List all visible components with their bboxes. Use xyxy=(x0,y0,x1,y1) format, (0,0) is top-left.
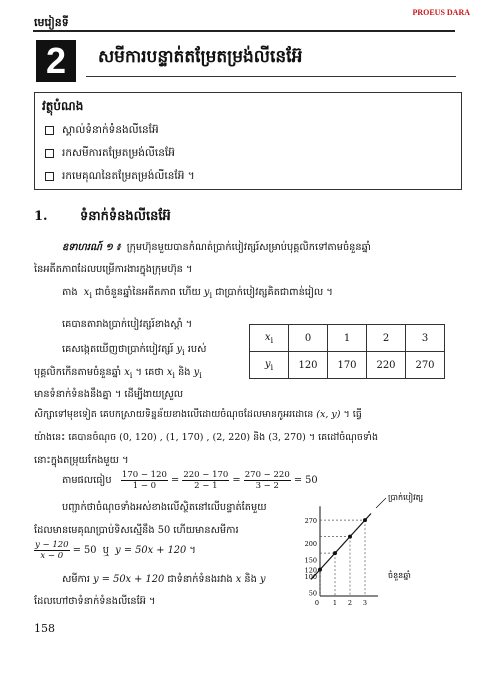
objectives-title: វត្ថុបំណង xyxy=(42,99,84,113)
var-x: x xyxy=(235,574,242,585)
fraction xyxy=(244,470,291,491)
text: ជាចំនួនឆ្នាំនៃអតីតភាព ហើយ xyxy=(95,287,201,298)
sub: i xyxy=(270,361,274,372)
example-label: ឧទាហរណ៍ ១ ៖ xyxy=(62,242,121,253)
checkbox-icon xyxy=(45,149,54,158)
table-cell: 2 xyxy=(367,325,406,352)
objective-item xyxy=(45,147,175,162)
var-x: x xyxy=(166,367,173,378)
text: ក្រុមហ៊ុនមួយបានកំណត់ប្រាក់បៀវត្សរ៍សម្រាប់បុគ្គលិកទៅតាមចំនួនឆ្នាំ xyxy=(126,242,371,253)
table-cell: 1 xyxy=(328,325,367,352)
x-tick-label: 0 xyxy=(314,599,320,606)
example-line-10: នោះក្នុងតម្រុយកែងមួយ ។ xyxy=(34,455,129,466)
text: = 50 xyxy=(293,475,318,486)
example-line-14 xyxy=(34,540,196,561)
section-heading xyxy=(34,208,171,227)
coord: (x, y) xyxy=(316,409,341,420)
table-row xyxy=(250,325,445,352)
text: = 50 xyxy=(72,545,97,556)
var-y: y xyxy=(193,367,200,378)
table-cell: 220 xyxy=(367,352,406,379)
data-point xyxy=(348,535,352,539)
var-y: y xyxy=(259,574,266,585)
sub: i xyxy=(129,369,133,380)
denominator: x − 0 xyxy=(40,551,64,561)
equation: y = 50x + 120 xyxy=(115,545,187,556)
x-tick-label: 3 xyxy=(362,599,368,606)
scatter-chart xyxy=(300,486,470,606)
example-line-1 xyxy=(62,240,371,255)
objective-text: រកមេគុណនៃតម្រែតម្រង់លីនេអ៊ែ ។ xyxy=(62,170,195,182)
var-x: x xyxy=(124,367,130,378)
label-pointer xyxy=(376,498,386,508)
lesson-label: មេរៀនទី xyxy=(34,16,69,29)
example-line-5 xyxy=(62,342,206,357)
y-tick-label: 150 xyxy=(304,556,317,565)
example-line-6 xyxy=(34,365,202,380)
var-y: y xyxy=(176,344,183,355)
text: ជាប្រាក់បៀវត្សគិតជាពាន់រៀល ។ xyxy=(215,287,333,298)
example-line-15 xyxy=(62,572,266,587)
fraction xyxy=(121,470,168,491)
text: ។ គេថា xyxy=(135,367,164,378)
chapter-number: 2 xyxy=(36,40,76,82)
numerator: 270 − 220 xyxy=(244,470,290,480)
example-line-16: ដែលហៅថាទំនាក់ទំនងលីនេអ៊ែ ។ xyxy=(34,596,156,607)
x-tick-label: 1 xyxy=(332,599,338,606)
var-x: x xyxy=(264,331,271,343)
table-cell: 120 xyxy=(289,352,328,379)
table-cell: 3 xyxy=(406,325,445,352)
example-line-3 xyxy=(62,285,333,300)
section-number: 1. xyxy=(34,209,48,224)
title-rule xyxy=(86,76,456,77)
numerator: y − 120 xyxy=(35,540,69,550)
var-y: y xyxy=(264,358,271,370)
text: ។ xyxy=(189,545,196,556)
text: និង xyxy=(178,367,191,378)
data-point xyxy=(363,518,367,522)
example-line-13: ដែលមានមេគុណប្រាប់ទិសស្មើនឹង 50 ហើយមានសមីការ xyxy=(34,525,239,536)
text: គេសង្កេតឃើញថាប្រាក់បៀវត្សរ៍ xyxy=(62,344,174,355)
numerator: 220 − 170 xyxy=(183,470,229,480)
x-axis-label: ចំនួនឆ្នាំ xyxy=(388,571,411,580)
text: ។ ធ្វើ xyxy=(343,409,362,420)
watermark: PROEUS DARA xyxy=(412,8,470,17)
chapter-title: សមីការបន្ទាត់តម្រែតម្រង់លីនេអ៊ែ xyxy=(98,47,303,67)
data-point xyxy=(318,568,322,572)
example-line-4: គេបានតារាងប្រាក់បៀវត្សរ៍ខាងស្តាំ ។ xyxy=(62,319,193,330)
example-line-12: បញ្ជាក់ថាចំណុចទាំងអស់ខាងលើស្ថិតនៅលើបន្ទាត់តែមួយ xyxy=(62,502,267,513)
row-header xyxy=(250,325,289,352)
var-x: x xyxy=(83,287,90,298)
text: និង xyxy=(244,574,257,585)
section-title: ទំនាក់ទំនងលីនេអ៊ែ xyxy=(80,209,171,224)
text: បុគ្គលិកកើនតាមចំនួនឆ្នាំ xyxy=(34,367,122,378)
checkbox-icon xyxy=(45,126,54,135)
var-y: y xyxy=(203,287,210,298)
example-line-7: មានទំនាក់ទំនងនឹងគ្នា ។ ដើម្បីងាយស្រួល xyxy=(34,389,184,400)
text: ជាទំនាក់ទំនងរវាង xyxy=(167,574,233,585)
table-row xyxy=(250,352,445,379)
x-tick-label: 2 xyxy=(347,599,353,606)
page-number: 158 xyxy=(34,622,55,635)
table-cell: 270 xyxy=(406,352,445,379)
data-point xyxy=(333,551,337,555)
checkbox-icon xyxy=(45,172,54,181)
objective-text: រកសមីការតម្រែតម្រង់លីនេអ៊ែ xyxy=(62,147,175,159)
y-tick-label: 200 xyxy=(304,540,317,549)
y-tick-label: 50 xyxy=(308,589,317,598)
text: តាង xyxy=(62,287,78,298)
objective-item xyxy=(45,124,159,139)
top-rule xyxy=(33,30,455,32)
row-header xyxy=(250,352,289,379)
sub: i xyxy=(89,289,92,300)
text: ឬ xyxy=(102,545,109,556)
sub: i xyxy=(270,334,274,345)
example-line-11: តាមផលធៀប $\frac{170 - 120}{1 - 0}$ = $\frac{220 - 170}{2 - 1}$ = $\frac{270 - 220}{3 - 2}$ = 50 xyxy=(62,470,318,491)
denominator: 3 − 2 xyxy=(255,481,279,491)
sub: i xyxy=(209,289,213,300)
example-line-2: នៃអតីតភាពដែលបម្រើការងារក្នុងក្រុមហ៊ុន ។ xyxy=(34,264,193,275)
y-tick-label: 120 xyxy=(304,566,317,575)
sub: i xyxy=(182,346,185,357)
objective-item xyxy=(45,170,195,185)
text: តាមផលធៀប xyxy=(62,475,112,486)
example-line-9: យ៉ាងនេះ គេបានចំណុច (0, 120) , (1, 170) , (2, 220) និង (3, 270) ។ គេដៅចំណុចទាំង xyxy=(34,432,379,443)
denominator: 2 − 1 xyxy=(194,481,218,491)
fraction xyxy=(182,470,229,491)
denominator: 1 − 0 xyxy=(132,481,157,491)
y-axis-label: ប្រាក់បៀវត្ស xyxy=(388,493,424,502)
table-cell: 0 xyxy=(289,325,328,352)
text: របស់ xyxy=(187,344,207,355)
numerator: 170 − 120 xyxy=(121,470,167,480)
equation: y = 50x + 120 xyxy=(93,574,165,585)
objective-text: ស្គាល់ទំនាក់ទំនងលីនេអ៊ែ xyxy=(62,124,159,136)
y-tick-label: 100 xyxy=(304,573,317,582)
y-tick-label: 270 xyxy=(304,517,317,526)
sub: i xyxy=(172,369,175,380)
fraction xyxy=(34,540,70,561)
example-line-8 xyxy=(34,408,362,422)
text: សិក្សាទៅមុខទៀត គេបកស្រាយទិន្នន័យខាងលើដោយចំណុចដែលមានកូអរដោនេ xyxy=(34,409,314,420)
sub: i xyxy=(199,369,202,380)
text: សមីការ xyxy=(62,574,90,585)
table-cell: 170 xyxy=(328,352,367,379)
salary-table xyxy=(249,324,445,379)
